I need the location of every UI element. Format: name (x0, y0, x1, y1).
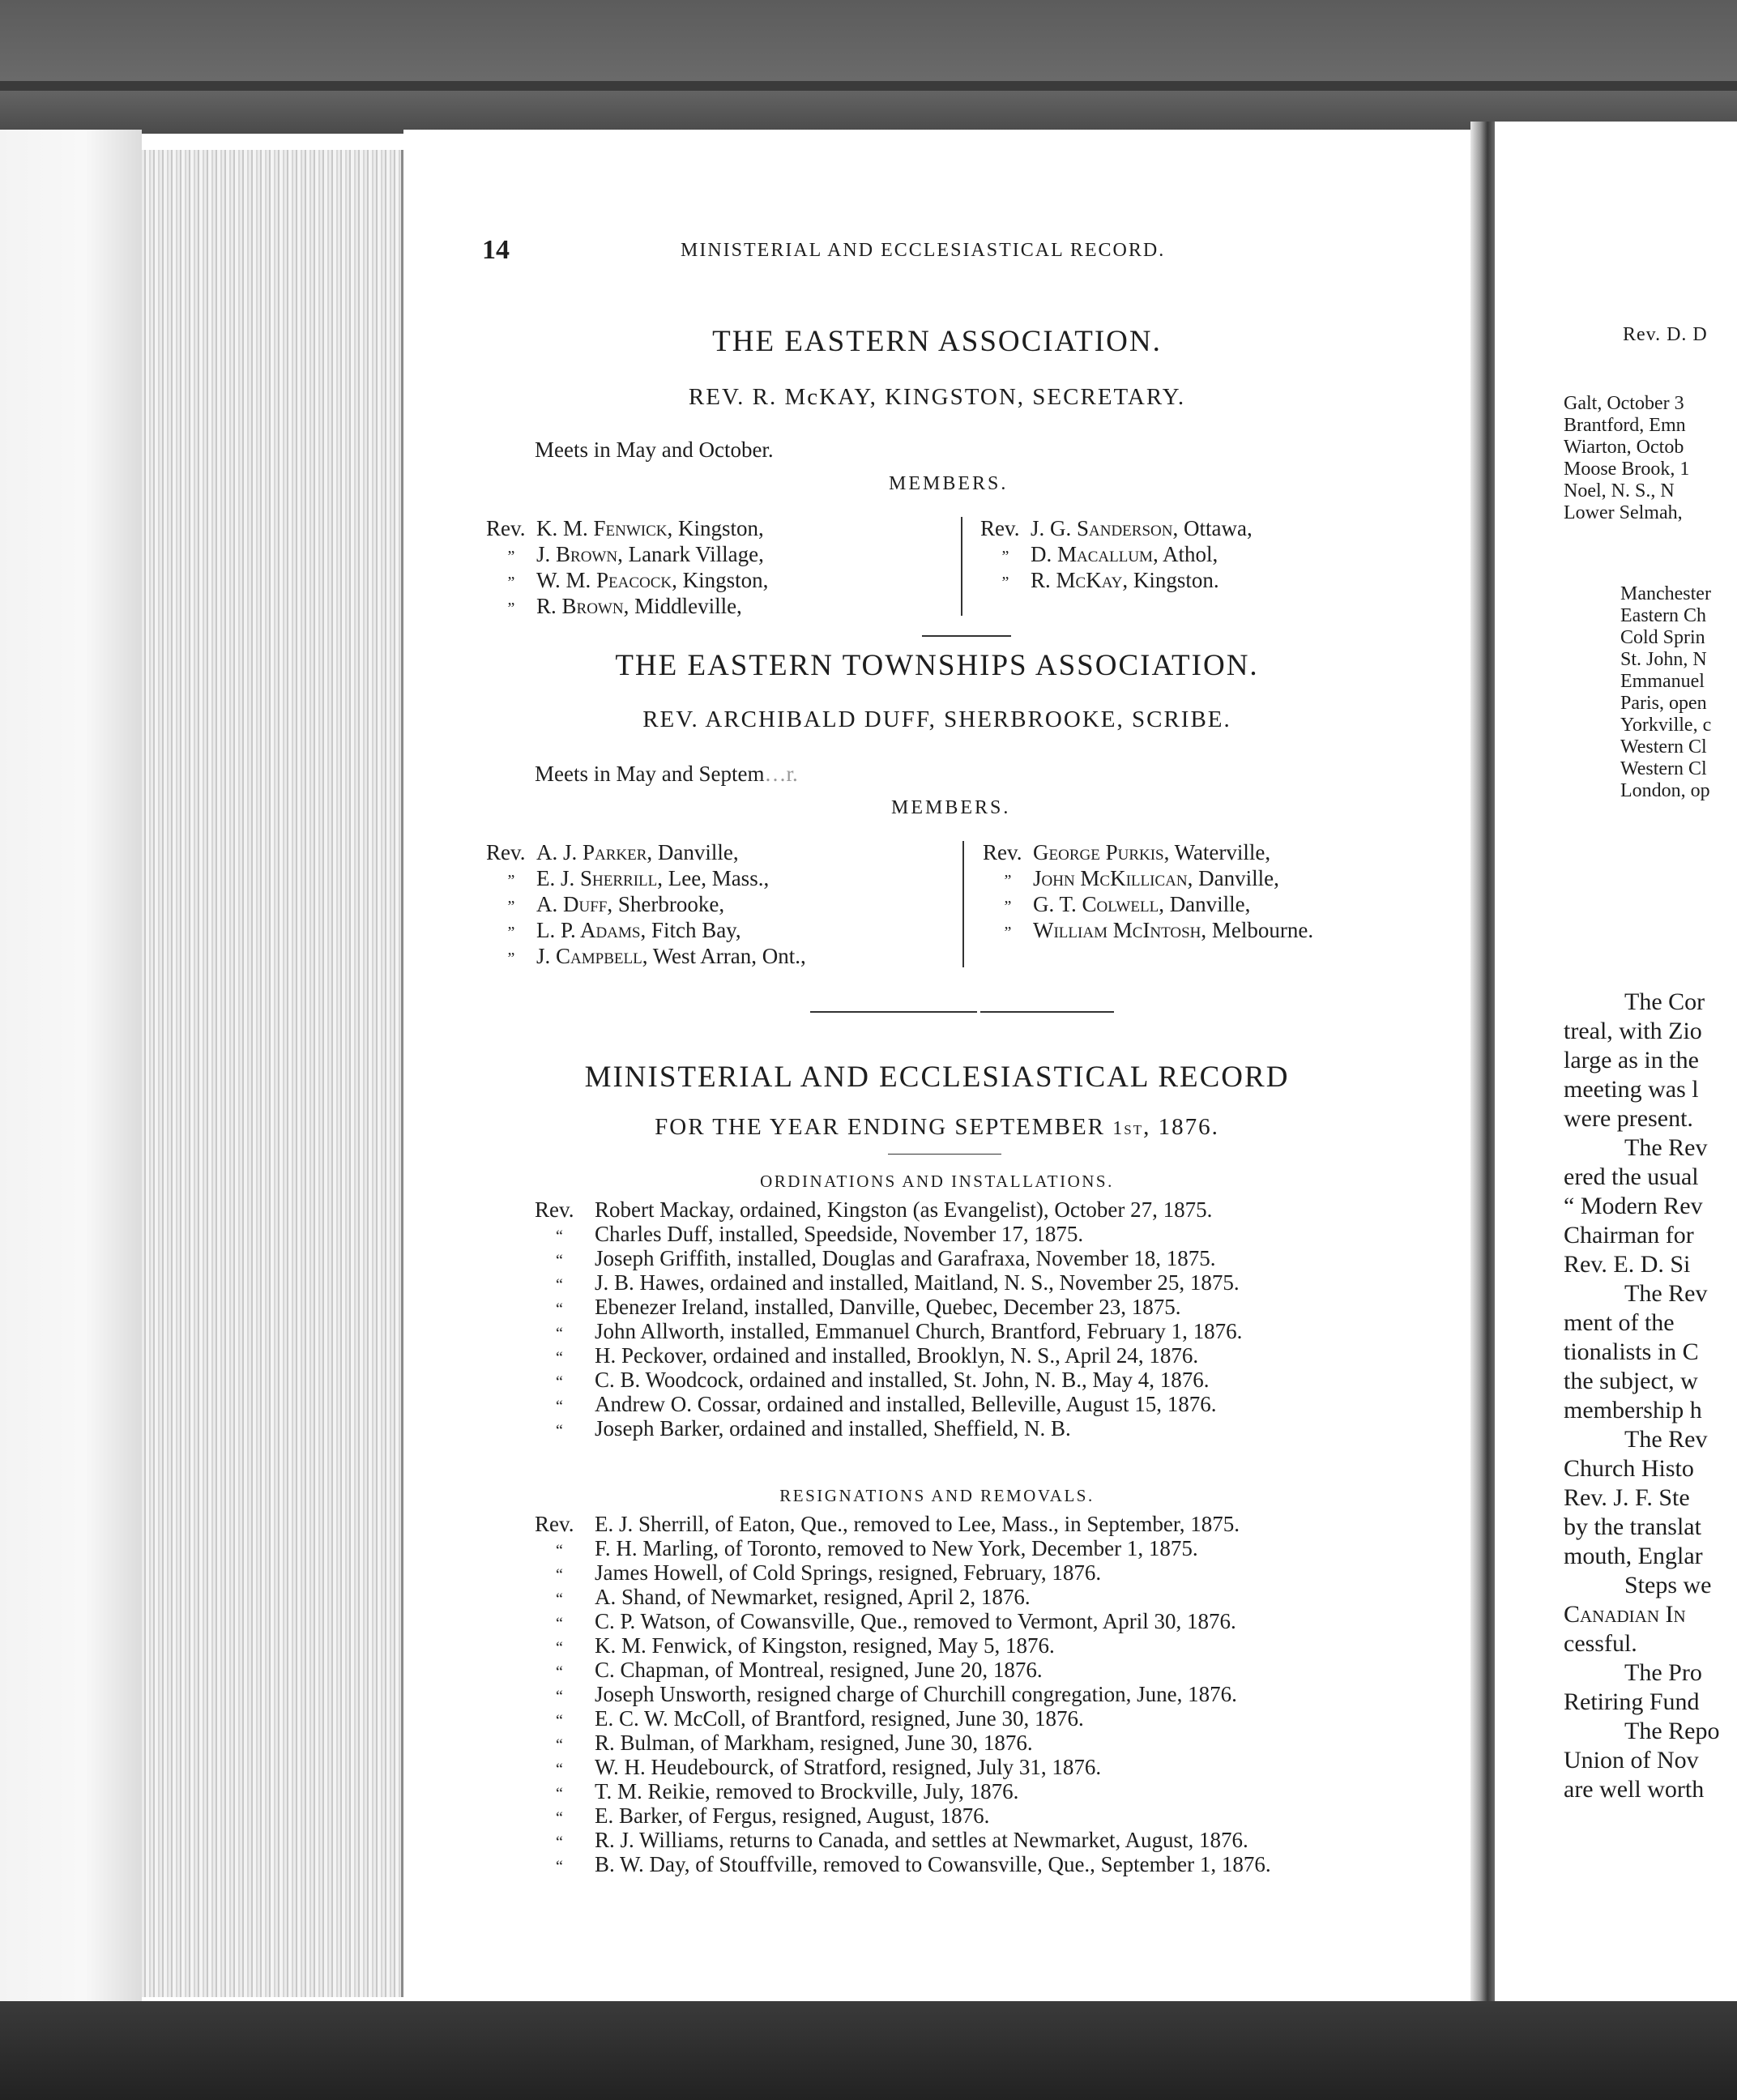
right-page-line: Moose Brook, 1 (1564, 459, 1690, 480)
record-entry (535, 1536, 1271, 1560)
record-entry (535, 1731, 1271, 1755)
record-prefix: “ (556, 1736, 563, 1754)
member-prefix: ” (507, 898, 515, 916)
member-entry (486, 567, 768, 593)
member-name: K. M. Fenwick (536, 516, 668, 540)
member-place: , Kingston, (667, 516, 764, 540)
right-page-line: Lower Selmah, (1564, 502, 1683, 523)
right-page-line: Western Cl (1620, 758, 1707, 779)
subtitle-rule (888, 1154, 1001, 1155)
record-prefix: “ (556, 1227, 563, 1245)
townships-members-left (486, 839, 806, 969)
right-page-line: Western Cl (1620, 736, 1707, 758)
member-place: , Waterville, (1163, 840, 1271, 864)
right-page-line: The Pro (1624, 1659, 1702, 1686)
townships-association-title: THE EASTERN TOWNSHIPS ASSOCIATION. (615, 649, 1259, 682)
double-rule-right (980, 1011, 1114, 1013)
right-page-line: Wiarton, Octob (1564, 437, 1684, 458)
right-page-line: membership h (1564, 1397, 1702, 1423)
member-entry (983, 839, 1313, 865)
book-gutter (1470, 122, 1495, 2001)
record-prefix: “ (556, 1276, 563, 1294)
right-page-line: The Rev (1624, 1426, 1708, 1453)
record-entry (535, 1416, 1242, 1441)
record-entry (535, 1779, 1271, 1803)
record-entry (535, 1828, 1271, 1852)
scan-band (0, 81, 1737, 91)
member-place: , Lee, Mass., (657, 866, 770, 890)
record-prefix: Rev. (535, 1512, 574, 1536)
record-prefix: “ (556, 1373, 563, 1391)
record-entry (535, 1392, 1242, 1416)
record-entry (535, 1343, 1242, 1368)
record-text: E. J. Sherrill, of Eaton, Que., removed to Lee, Mass., in September, 1875. (595, 1512, 1240, 1536)
member-entry (983, 917, 1313, 943)
record-prefix: “ (556, 1422, 563, 1440)
right-page-line: ment of the (1564, 1309, 1675, 1336)
member-place: , Kingston, (672, 568, 769, 592)
member-place: , Kingston. (1122, 568, 1219, 592)
record-prefix: “ (556, 1833, 563, 1851)
member-entry (983, 865, 1313, 891)
right-page-line: Cold Sprin (1620, 627, 1705, 648)
member-name: George Purkis (1033, 840, 1164, 864)
right-page-line: “ Modern Rev (1564, 1193, 1703, 1219)
scan-border-top (0, 0, 1737, 134)
member-place: , Ottawa, (1172, 516, 1253, 540)
book-page-right (1495, 122, 1737, 2001)
member-place: , Middleville, (623, 594, 742, 618)
record-text: E. Barker, of Fergus, resigned, August, 1876. (595, 1803, 990, 1828)
record-text: Ebenezer Ireland, installed, Danville, Quebec, December 23, 1875. (595, 1295, 1181, 1319)
member-prefix: ” (1001, 574, 1009, 591)
right-page-line: Yorkville, c (1620, 715, 1712, 736)
member-place: , West Arran, Ont., (642, 944, 806, 968)
right-page-line: were present. (1564, 1105, 1693, 1132)
right-page-line: Emmanuel (1620, 671, 1705, 692)
townships-members-right (983, 839, 1313, 943)
eastern-members-left (486, 515, 768, 619)
right-page-line: Steps we (1624, 1572, 1712, 1598)
right-page-line: the subject, w (1564, 1368, 1698, 1394)
member-name: John McKillican (1033, 866, 1188, 890)
record-entry (535, 1803, 1271, 1828)
member-place: , Fitch Bay, (640, 918, 741, 942)
record-text: H. Peckover, ordained and installed, Brooklyn, N. S., April 24, 1876. (595, 1343, 1199, 1368)
member-entry (486, 593, 768, 619)
record-entry (535, 1755, 1271, 1779)
record-entry (535, 1852, 1271, 1876)
scan-border-bottom (0, 2001, 1737, 2100)
record-prefix: “ (556, 1858, 563, 1876)
page-number: 14 (482, 235, 510, 265)
right-page-line: Paris, open (1620, 693, 1707, 714)
member-prefix: ” (1001, 548, 1009, 566)
member-place: , Lanark Village, (617, 542, 764, 566)
eastern-column-divider (961, 517, 962, 616)
record-prefix: “ (556, 1590, 563, 1608)
right-page-line: The Rev (1624, 1134, 1708, 1161)
member-entry (486, 891, 806, 917)
record-prefix: “ (556, 1300, 563, 1318)
member-entry (486, 865, 806, 891)
record-prefix: “ (556, 1663, 563, 1681)
member-prefix: ” (507, 924, 515, 941)
member-entry (486, 839, 806, 865)
record-text: T. M. Reikie, removed to Brockville, July, 1876. (595, 1779, 1019, 1803)
record-prefix: Rev. (535, 1197, 574, 1222)
member-prefix: ” (507, 548, 515, 566)
ordinations-list (535, 1197, 1242, 1441)
record-prefix: “ (556, 1398, 563, 1415)
record-text: Joseph Griffith, installed, Douglas and Garafraxa, November 18, 1875. (595, 1246, 1216, 1270)
resignations-heading: RESIGNATIONS AND REMOVALS. (779, 1486, 1095, 1505)
member-place: , Danville, (1187, 866, 1279, 890)
member-entry (980, 515, 1253, 541)
record-entry (535, 1682, 1271, 1706)
member-prefix: ” (507, 574, 515, 591)
right-page-header: Rev. D. D (1623, 324, 1708, 345)
right-page-line: Rev. E. D. Si (1564, 1251, 1691, 1278)
record-entry (535, 1706, 1271, 1731)
member-name: J. Campbell (536, 944, 642, 968)
ordinations-heading: ORDINATIONS AND INSTALLATIONS. (760, 1172, 1114, 1191)
townships-column-divider (962, 841, 964, 967)
record-text: A. Shand, of Newmarket, resigned, April 2, 1876. (595, 1585, 1031, 1609)
member-prefix: ” (507, 872, 515, 890)
record-text: Joseph Barker, ordained and installed, Sheffield, N. B. (595, 1416, 1071, 1441)
scan-border-left (0, 130, 142, 2009)
record-text: R. J. Williams, returns to Canada, and settles at Newmarket, August, 1876. (595, 1828, 1248, 1852)
right-page-line: Noel, N. S., N (1564, 480, 1675, 502)
member-name: R. McKay (1031, 568, 1123, 592)
right-page-line: Retiring Fund (1564, 1688, 1700, 1715)
member-entry (486, 541, 768, 567)
member-name: E. J. Sherrill (536, 866, 658, 890)
right-page-line: meeting was l (1564, 1076, 1699, 1103)
record-entry (535, 1246, 1242, 1270)
member-entry (980, 567, 1253, 593)
right-page-line: cessful. (1564, 1630, 1637, 1657)
record-text: Robert Mackay, ordained, Kingston (as Evangelist), October 27, 1875. (595, 1197, 1213, 1222)
record-text: B. W. Day, of Stouffville, removed to Cowansville, Que., September 1, 1876. (595, 1852, 1271, 1876)
member-place: , Athol, (1152, 542, 1218, 566)
right-page-line: tionalists in C (1564, 1338, 1699, 1365)
running-head: MINISTERIAL AND ECCLESIASTICAL RECORD. (681, 240, 1166, 261)
record-subtitle: FOR THE YEAR ENDING SEPTEMBER 1st, 1876. (655, 1114, 1219, 1140)
member-name: J. G. Sanderson (1031, 516, 1173, 540)
eastern-association-title: THE EASTERN ASSOCIATION. (712, 325, 1162, 358)
record-entry (535, 1368, 1242, 1392)
record-text: Joseph Unsworth, resigned charge of Churchill congregation, June, 1876. (595, 1682, 1237, 1706)
record-prefix: “ (556, 1785, 563, 1803)
record-text: James Howell, of Cold Springs, resigned, February, 1876. (595, 1560, 1102, 1585)
member-place: , Sherbrooke, (607, 892, 725, 916)
right-page-line: St. John, N (1620, 649, 1707, 670)
member-name: A. Duff (536, 892, 608, 916)
record-text: F. H. Marling, of Toronto, removed to New York, December 1, 1875. (595, 1536, 1198, 1560)
member-entry (983, 891, 1313, 917)
record-entry (535, 1585, 1271, 1609)
record-text: Charles Duff, installed, Speedside, November 17, 1875. (595, 1222, 1084, 1246)
record-prefix: “ (556, 1542, 563, 1560)
record-text: J. B. Hawes, ordained and installed, Maitland, N. S., November 25, 1875. (595, 1270, 1240, 1295)
record-text: Andrew O. Cossar, ordained and installed, Belleville, August 15, 1876. (595, 1392, 1217, 1416)
right-page-line: The Rev (1624, 1280, 1708, 1307)
record-text: E. C. W. McColl, of Brantford, resigned, June 30, 1876. (595, 1706, 1084, 1731)
right-page-line: Union of Nov (1564, 1747, 1699, 1773)
member-entry (486, 943, 806, 969)
record-entry (535, 1658, 1271, 1682)
record-prefix: “ (556, 1325, 563, 1342)
record-entry (535, 1270, 1242, 1295)
right-page-line: The Repo (1624, 1718, 1720, 1744)
member-place: , Danville, (1159, 892, 1251, 916)
right-page-line: Galt, October 3 (1564, 393, 1684, 414)
right-page-line: Canadian In (1564, 1601, 1686, 1628)
record-text: R. Bulman, of Markham, resigned, June 30, 1876. (595, 1731, 1033, 1755)
member-prefix: ” (1004, 898, 1012, 916)
right-page-line: treal, with Zio (1564, 1018, 1702, 1044)
member-prefix: Rev. (983, 840, 1022, 864)
member-prefix: ” (1004, 924, 1012, 941)
record-prefix: “ (556, 1566, 563, 1584)
member-name: R. Brown (536, 594, 624, 618)
record-entry (535, 1609, 1271, 1633)
townships-association-scribe: REV. ARCHIBALD DUFF, SHERBROOKE, SCRIBE. (642, 706, 1231, 732)
townships-meets: Meets in May and Septem…r. (535, 762, 798, 786)
eastern-association-secretary: REV. R. McKAY, KINGSTON, SECRETARY. (688, 384, 1186, 410)
section-rule (922, 635, 1011, 637)
record-prefix: “ (556, 1639, 563, 1657)
member-name: G. T. Colwell (1033, 892, 1159, 916)
member-prefix: ” (507, 950, 515, 967)
right-page-line: large as in the (1564, 1047, 1699, 1073)
member-name: William McIntosh (1033, 918, 1201, 942)
book-page-edges (142, 150, 403, 1997)
member-prefix: ” (507, 600, 515, 617)
record-text: W. H. Heudebourck, of Stratford, resigned, July 31, 1876. (595, 1755, 1102, 1779)
eastern-members-right (980, 515, 1253, 593)
member-place: , Melbourne. (1201, 918, 1314, 942)
right-page-line: are well worth (1564, 1776, 1705, 1803)
member-prefix: Rev. (486, 840, 526, 864)
record-text: C. Chapman, of Montreal, resigned, June 20, 1876. (595, 1658, 1043, 1682)
member-prefix: ” (1004, 872, 1012, 890)
member-name: D. Macallum (1031, 542, 1153, 566)
member-name: L. P. Adams (536, 918, 641, 942)
record-entry (535, 1633, 1271, 1658)
record-entry (535, 1295, 1242, 1319)
eastern-members-heading: MEMBERS. (889, 473, 1009, 494)
record-text: C. B. Woodcock, ordained and installed, St. John, N. B., May 4, 1876. (595, 1368, 1210, 1392)
record-text: John Allworth, installed, Emmanuel Church, Brantford, February 1, 1876. (595, 1319, 1243, 1343)
record-prefix: “ (556, 1712, 563, 1730)
record-entry (535, 1560, 1271, 1585)
right-page-line: mouth, Englar (1564, 1543, 1703, 1569)
right-page-line: London, op (1620, 780, 1710, 801)
double-rule-left (810, 1011, 977, 1013)
right-page-line: Rev. J. F. Ste (1564, 1484, 1690, 1511)
record-prefix: “ (556, 1615, 563, 1633)
record-text: C. P. Watson, of Cowansville, Que., removed to Vermont, April 30, 1876. (595, 1609, 1236, 1633)
member-name: A. J. Parker (536, 840, 647, 864)
record-prefix: “ (556, 1688, 563, 1705)
right-page-line: ered the usual (1564, 1163, 1699, 1190)
record-prefix: “ (556, 1761, 563, 1778)
record-prefix: “ (556, 1809, 563, 1827)
right-page-line: The Cor (1624, 988, 1705, 1015)
member-prefix: Rev. (980, 516, 1020, 540)
member-place: , Danville, (647, 840, 739, 864)
member-prefix: Rev. (486, 516, 526, 540)
right-page-line: Church Histo (1564, 1455, 1694, 1482)
record-title: MINISTERIAL AND ECCLESIASTICAL RECORD (584, 1061, 1290, 1094)
record-entry (535, 1512, 1271, 1536)
member-entry (486, 917, 806, 943)
right-page-line: by the translat (1564, 1513, 1701, 1540)
record-prefix: “ (556, 1349, 563, 1367)
eastern-meets: Meets in May and October. (535, 438, 774, 462)
townships-members-heading: MEMBERS. (891, 797, 1011, 818)
member-name: J. Brown (536, 542, 618, 566)
record-entry (535, 1197, 1242, 1222)
right-page-line: Manchester (1620, 583, 1711, 604)
member-name: W. M. Peacock (536, 568, 672, 592)
record-prefix: “ (556, 1252, 563, 1270)
resignations-list (535, 1512, 1271, 1876)
record-entry (535, 1222, 1242, 1246)
right-page-line: Brantford, Emn (1564, 415, 1686, 436)
right-page-line: Eastern Ch (1620, 605, 1706, 626)
record-text: K. M. Fenwick, of Kingston, resigned, May 5, 1876. (595, 1633, 1055, 1658)
right-page-line: Chairman for (1564, 1222, 1694, 1248)
member-entry (980, 541, 1253, 567)
member-entry (486, 515, 768, 541)
record-entry (535, 1319, 1242, 1343)
